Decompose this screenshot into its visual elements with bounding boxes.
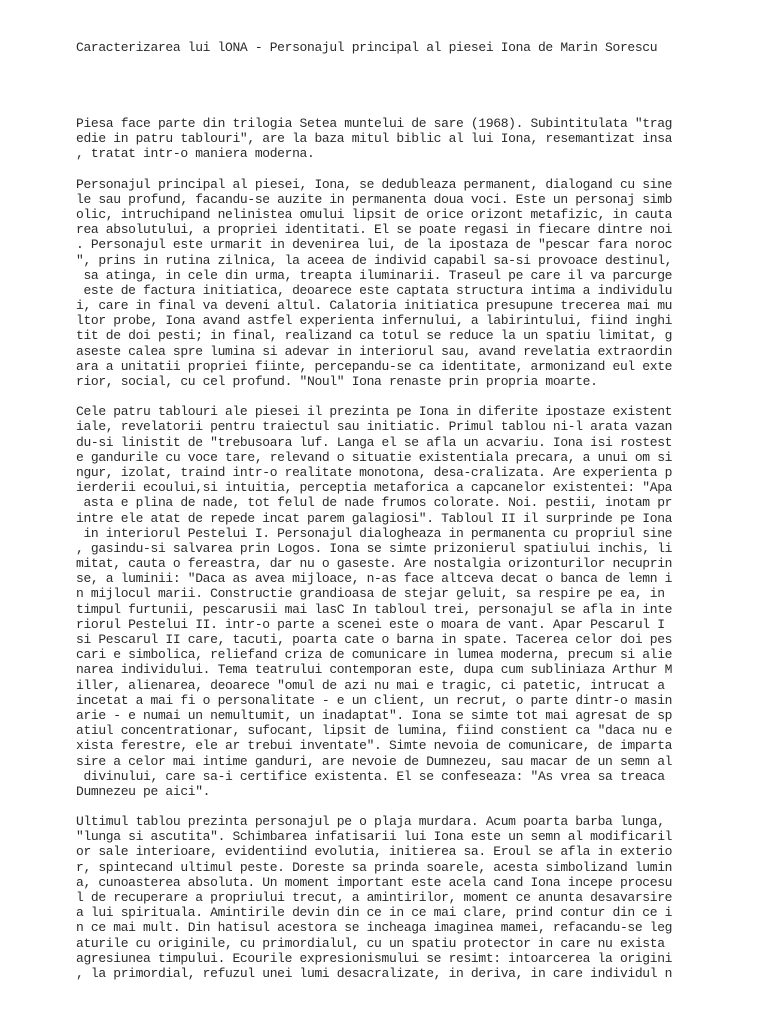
text-line: cari e simbolica, reliefand criza de comunicare in lumea moderna, precum si alie	[76, 647, 673, 663]
text-line: xista ferestre, ele ar trebui inventate". Simte nevoia de comunicare, de imparta	[76, 738, 673, 754]
text-line: n ce mai mult. Din hatisul acestora se incheaga imaginea mamei, refacandu-se leg	[76, 920, 673, 936]
text-line: r, spintecand ultimul peste. Doreste sa prinda soarele, acesta simbolizand lumin	[76, 859, 673, 875]
text-line: "lunga si ascutita". Schimbarea infatisarii lui Iona este un semn al modificaril	[76, 829, 673, 845]
text-line: este de factura initiatica, deoarece este captata structura intima a individulu	[76, 282, 673, 298]
text-line: incetat a mai fi o personalitate - e un client, un recrut, o parte dintr-o masin	[76, 692, 673, 708]
text-line: agresiunea timpului. Ecourile expresionismului se resimt: intoarcerea la origini	[76, 950, 673, 966]
paragraph	[76, 404, 736, 799]
text-line: iale, revelatorii pentru traiectul sau initiatic. Primul tablou ni-l arata vazan	[76, 419, 673, 435]
text-line: l de recuperare a propriului trecut, a amintirilor, moment ce anunta desavarsire	[76, 890, 673, 906]
text-line: aseste calea spre lumina si adevar in interiorul sau, avand revelatia extraordin	[76, 343, 673, 359]
text-line: rior, social, cu cel profund. "Noul" Iona renaste prin propria moarte.	[76, 374, 598, 390]
text-line: du-si linistit de "trebusoara luf. Langa el se afla un acvariu. Iona isi rostest	[76, 434, 673, 450]
text-line: sa atinga, in cele din urma, treapta iluminarii. Traseul pe care il va parcurge	[76, 267, 673, 283]
text-line: , la primordial, refuzul unei lumi desacralizate, in deriva, in care individul n	[76, 965, 673, 981]
document-text	[76, 10, 736, 1011]
text-line: Ultimul tablou prezinta personajul pe o plaja murdara. Acum poarta barba lunga,	[76, 814, 665, 830]
text-line: e gandurile cu voce tare, relevand o situatie existentiala precara, a unui om si	[76, 449, 673, 465]
paragraph	[76, 177, 736, 390]
text-line: Personajul principal al piesei, Iona, se dedubleaza permanent, dialogand cu sine	[76, 176, 673, 192]
paragraph	[76, 814, 736, 981]
document-body	[76, 116, 736, 981]
text-line: atiul concentrationar, sufocant, lipsit de lumina, fiind constient ca "daca nu e	[76, 723, 673, 739]
paragraph	[76, 116, 736, 162]
text-line: edie in patru tablouri", are la baza mitul biblic al lui Iona, resemantizat insa	[76, 131, 673, 147]
text-line: Dumnezeu pe aici".	[76, 783, 211, 799]
text-line: or sale interioare, evidentiind evolutia, initierea sa. Eroul se afla in exterio	[76, 844, 673, 860]
text-line: . Personajul este urmarit in devenirea lui, de la ipostaza de "pescar fara noroc	[76, 237, 673, 253]
text-line: , tratat intr-o maniera moderna.	[76, 146, 315, 162]
text-line: iller, alienarea, deoarece "omul de azi nu mai e tragic, ci patetic, intrucat a	[76, 677, 665, 693]
text-line: i, care in final va deveni altul. Calatoria initiatica presupune trecerea mai mu	[76, 298, 673, 314]
text-line: rea absolutului, a propriei identitati. El se poate regasi in fiecare dintre noi	[76, 222, 673, 238]
text-line: tit de doi pesti; in final, realizand ca totul se reduce la un spatiu limitat, g	[76, 328, 673, 344]
text-line: intre ele atat de repede incat parem galagiosi". Tabloul II il surprinde pe Iona	[76, 510, 673, 526]
text-line: si Pescarul II care, tacuti, poarta cate o barna in spate. Tacerea celor doi pes	[76, 632, 673, 648]
text-line: Piesa face parte din trilogia Setea muntelui de sare (1968). Subintitulata "trag	[76, 116, 673, 132]
text-line: asta e plina de nade, tot felul de nade frumos colorate. Noi. pestii, inotam pr	[76, 495, 673, 511]
text-line: sire a celor mai intime ganduri, are nevoie de Dumnezeu, sau macar de un semn al	[76, 753, 673, 769]
document-title: Caracterizarea lui lONA - Personajul principal al piesei Iona de Marin Sorescu	[76, 40, 658, 56]
text-line: ngur, izolat, traind intr-o realitate monotona, desa-cralizata. Are experienta p	[76, 464, 673, 480]
text-line: Cele patru tablouri ale piesei il prezinta pe Iona in diferite ipostaze existent	[76, 404, 673, 420]
text-line: divinului, care sa-i certifice existenta. El se confeseaza: "As vrea sa treaca	[76, 768, 665, 784]
text-line: le sau profund, facandu-se auzite in permanenta doua voci. Este un personaj simb	[76, 191, 673, 207]
text-line: mitat, cauta o fereastra, dar nu o gaseste. Are nostalgia orizonturilor necuprin	[76, 556, 673, 572]
text-line: olic, intruchipand nelinistea omului lipsit de orice orizont metafizic, in cauta	[76, 206, 673, 222]
text-line: se, a luminii: "Daca as avea mijloace, n-as face altceva decat o banca de lemn i	[76, 571, 673, 587]
text-line: n mijlocul marii. Constructie grandioasa de stejar geluit, sa respire pe ea, in	[76, 586, 665, 602]
text-line: ara a unitatii propriei fiinte, percepandu-se ca identitate, armonizand eul exte	[76, 358, 673, 374]
text-line: narea individului. Tema teatrului contemporan este, dupa cum subliniaza Arthur M	[76, 662, 673, 678]
text-line: ierderii ecoului,si intuitia, perceptia metaforica a capcanelor existentei: "Apa	[76, 480, 673, 496]
text-line: , gasindu-si salvarea prin Logos. Iona se simte prizonierul spatiului inchis, li	[76, 540, 673, 556]
text-line: riorul Pestelui II. intr-o parte a scenei este o moara de vant. Apar Pescarul I	[76, 616, 665, 632]
text-line: arie - e numai un nemultumit, un inadaptat". Iona se simte tot mai agresat de sp	[76, 707, 673, 723]
text-line: ", prins in rutina zilnica, la aceea de individ capabil sa-si provoace destinul,	[76, 252, 673, 268]
text-line: aturile cu originile, cu primordialul, cu un spatiu protector in care nu exista	[76, 935, 665, 951]
text-line: a lui spirituala. Amintirile devin din ce in ce mai clare, prind contur din ce i	[76, 905, 673, 921]
text-line: in interiorul Pestelui I. Personajul dialogheaza in permanenta cu propriul sine	[76, 525, 673, 541]
text-line: timpul furtunii, pescarusii mai lasC In tabloul trei, personajul se afla in inte	[76, 601, 673, 617]
text-line: a, cunoasterea absoluta. Un moment important este acela cand Iona incepe procesu	[76, 874, 673, 890]
text-line: ltor probe, Iona avand astfel experienta infernului, a labirintului, fiind inghi	[76, 313, 673, 329]
